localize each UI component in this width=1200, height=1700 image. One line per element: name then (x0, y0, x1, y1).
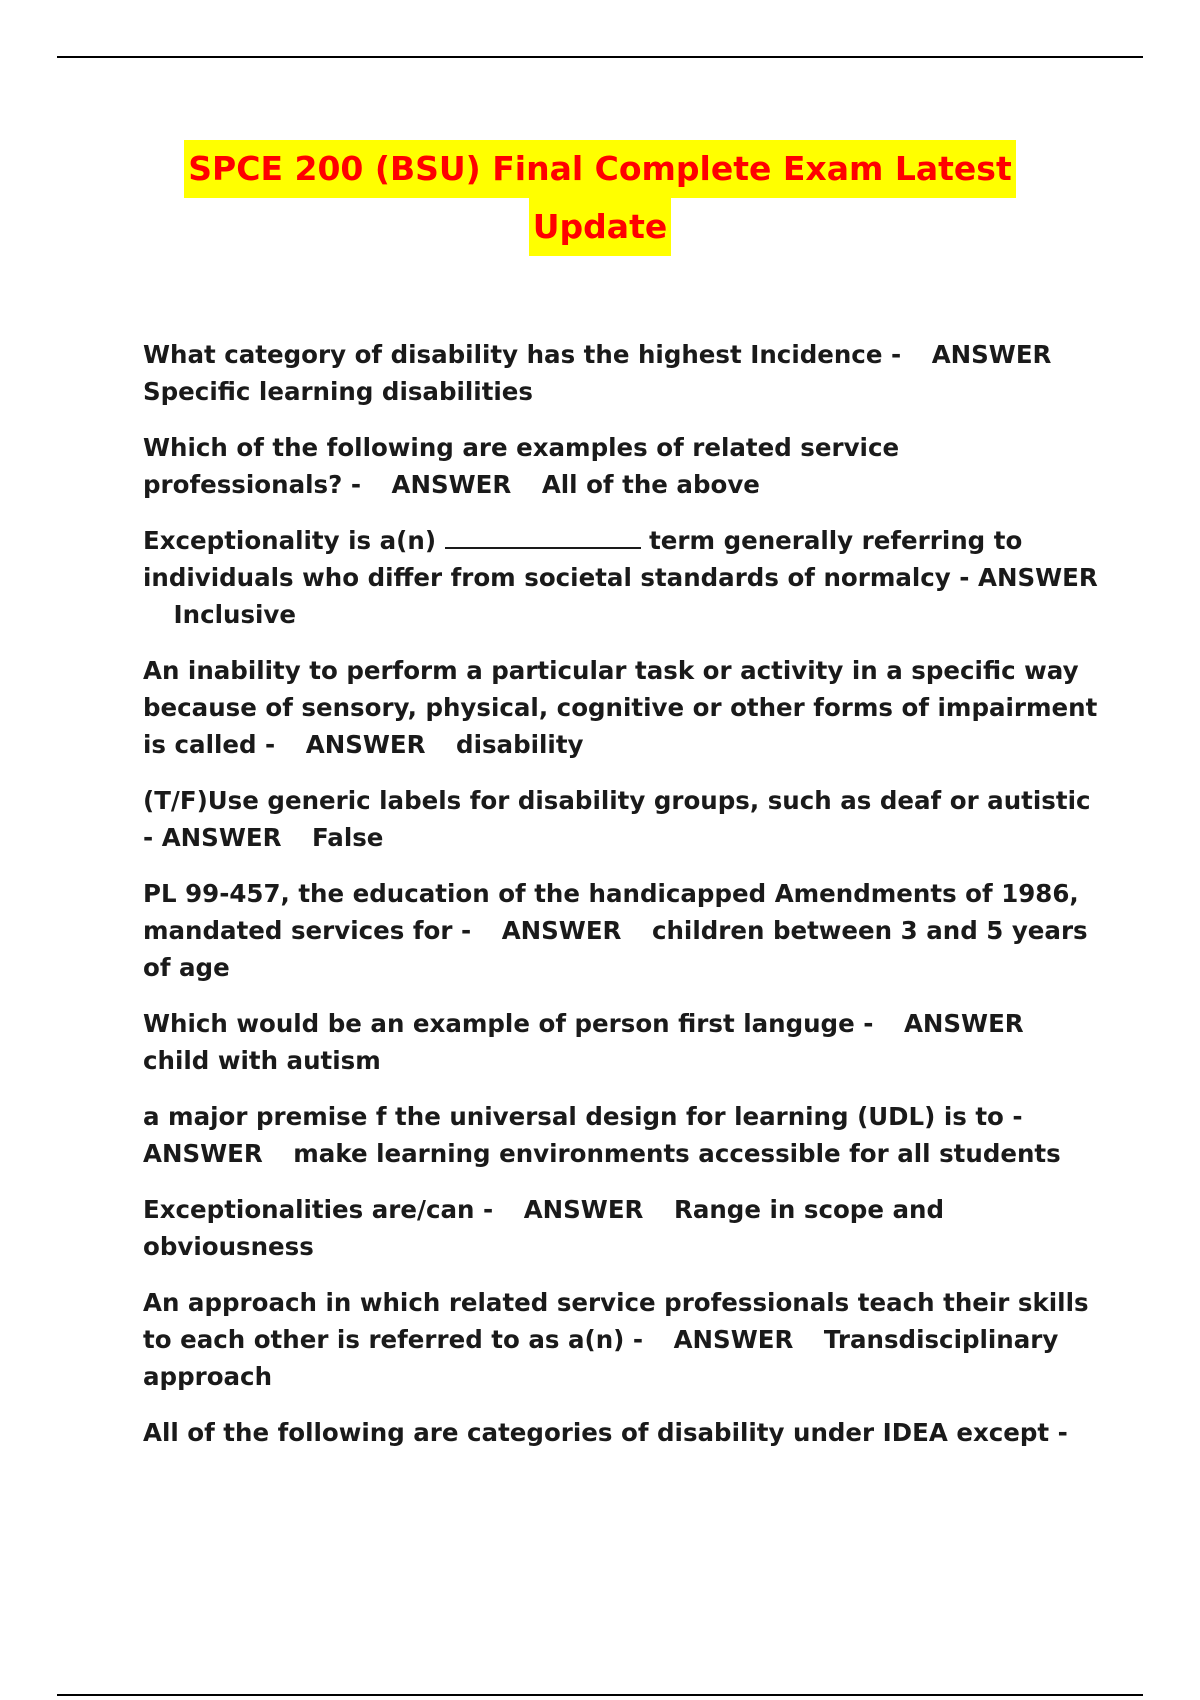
answer-text: children between 3 and 5 years of age (143, 916, 1088, 982)
question-text: An approach in which related service professionals teach their skills to each other is referred to as a(n) - (143, 1288, 1089, 1354)
answer-text: make learning environments accessible for all students (293, 1139, 1061, 1168)
question-text-end: term generally referring to individuals who differ from societal standards of normalcy - (143, 526, 1023, 592)
answer-text: Specific learning disabilities (143, 377, 534, 406)
question-text: Which of the following are examples of related service professionals? - (143, 433, 900, 499)
answer-text: False (311, 823, 384, 852)
answer-marker: ANSWER (978, 563, 1098, 592)
qa-item-1 (143, 336, 1103, 410)
qa-item-8 (143, 1098, 1103, 1172)
question-text: Which would be an example of person first languge - (143, 1009, 874, 1038)
answer-marker: ANSWER (391, 470, 512, 499)
answer-marker: ANSWER (305, 730, 426, 759)
qa-item-6 (143, 875, 1103, 986)
answer-text: Inclusive (173, 600, 297, 629)
qa-item-11 (143, 1414, 1103, 1451)
qa-item-5 (143, 782, 1103, 856)
answer-marker: ANSWER (143, 1139, 263, 1168)
answer-text: All of the above (541, 470, 760, 499)
title-line-1: SPCE 200 (BSU) Final Complete Exam Latest (184, 140, 1015, 198)
qa-item-4 (143, 652, 1103, 763)
answer-marker: ANSWER (501, 916, 622, 945)
title-line-2: Update (529, 198, 671, 256)
qa-item-2 (143, 429, 1103, 503)
answer-text: child with autism (143, 1046, 381, 1075)
answer-marker: ANSWER (161, 823, 282, 852)
bottom-rule (57, 1694, 1143, 1696)
answer-marker: ANSWER (673, 1325, 794, 1354)
question-text: (T/F)Use generic labels for disability groups, such as deaf or autistic - (143, 786, 1091, 852)
question-text: a major premise f the universal design for learning (UDL) is to - (143, 1102, 1023, 1131)
answer-marker: ANSWER (903, 1009, 1024, 1038)
qa-item-10 (143, 1284, 1103, 1395)
question-text-start: Exceptionality is a(n) (143, 526, 437, 555)
question-text: What category of disability has the highest Incidence - (143, 340, 902, 369)
document-title (0, 140, 1200, 256)
answer-text: Range in scope and obviousness (143, 1195, 944, 1261)
question-text: All of the following are categories of disability under IDEA except - (143, 1418, 1068, 1447)
qa-item-7 (143, 1005, 1103, 1079)
qa-item-3 (143, 522, 1103, 633)
question-text: PL 99-457, the education of the handicapped Amendments of 1986, mandated services for - (143, 879, 1079, 945)
answer-marker: ANSWER (931, 340, 1052, 369)
question-answer-list (143, 336, 1103, 1470)
qa-item-9 (143, 1191, 1103, 1265)
answer-text: Transdisciplinary approach (143, 1325, 1059, 1391)
question-text: An inability to perform a particular task or activity in a specific way because of sensory, physical, cognitive or other forms of impairment is called - (143, 656, 1098, 759)
fill-in-blank (445, 529, 641, 549)
top-rule (57, 56, 1143, 58)
answer-marker: ANSWER (523, 1195, 644, 1224)
question-text: Exceptionalities are/can - (143, 1195, 494, 1224)
answer-text: disability (456, 730, 584, 759)
